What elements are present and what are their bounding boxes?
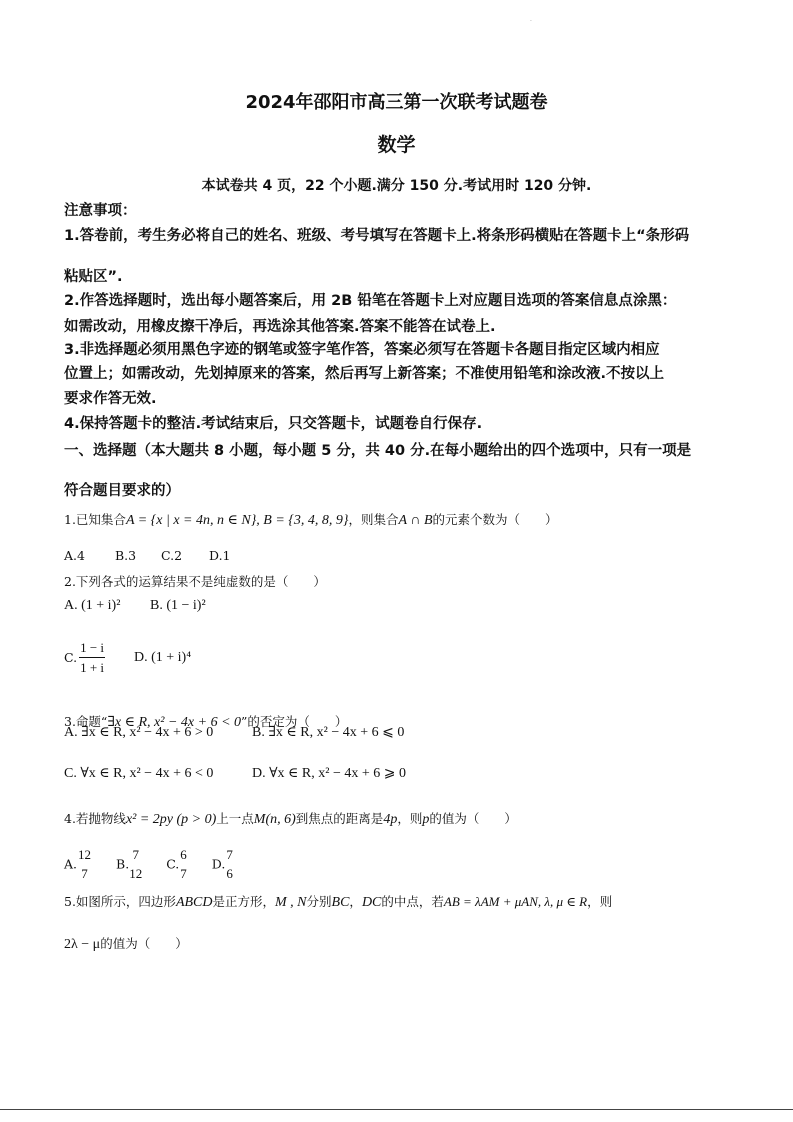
q4-prefix: 4.若抛物线 xyxy=(64,811,126,826)
note-2-line-2: 如需改动，用橡皮擦干净后，再选涂其他答案.答案不能答在试卷上. xyxy=(64,319,496,335)
q5-prefix: 5.如图所示，四边形 xyxy=(64,894,176,909)
q3-option-a: A. ∃x ∈ R, x² − 4x + 6 > 0 xyxy=(64,725,214,740)
note-4: 4.保持答题卡的整洁.考试结束后，只交答题卡，试题卷自行保存. xyxy=(64,416,483,432)
q5-midpoints: M , N xyxy=(275,895,307,910)
q4-point: M(n, 6) xyxy=(253,812,296,827)
q4-options xyxy=(64,845,234,883)
q1-option-d: D.1 xyxy=(209,548,231,563)
exam-info: 本试卷共 4 页，22 个小题.满分 150 分.考试用时 120 分钟. xyxy=(201,178,592,194)
question-5-line-2 xyxy=(64,934,188,953)
question-5 xyxy=(64,892,612,911)
q2-option-c-denominator: 1 + i xyxy=(80,660,105,675)
q4-option-a-numerator: 12 xyxy=(78,847,92,862)
subject-title: 数学 xyxy=(377,134,416,156)
q4-curve: x² = 2py (p > 0) xyxy=(125,812,217,827)
q3-proposition: ∃x ∈ R, x² − 4x + 6 < 0 xyxy=(107,715,242,730)
q1-option-c: C.2 xyxy=(161,548,183,563)
notes-heading: 注意事项： xyxy=(64,203,137,219)
corner-mark: · xyxy=(530,18,532,25)
q3-option-c: C. ∀x ∈ R, x² − 4x + 6 < 0 xyxy=(64,766,214,781)
q3-option-b: B. ∃x ∈ R, x² − 4x + 6 ⩽ 0 xyxy=(252,725,405,740)
q5-side-bc: BC xyxy=(331,895,350,910)
note-3-line-1: 3.非选择题必须用黑色字迹的钢笔或签字笔作答，答案必须写在答题卡各题目指定区域内相应 xyxy=(64,342,660,358)
q4-variable: p xyxy=(422,812,430,827)
question-2: 2.下列各式的运算结果不是纯虚数的是（ ） xyxy=(64,574,326,589)
q4-suffix: 的值为（ ） xyxy=(429,811,517,826)
q1-op: A ∩ B xyxy=(398,513,433,528)
q1-options xyxy=(64,548,231,563)
q4-option-c-label: C. xyxy=(166,856,180,872)
q3-prefix: 3.命题“ xyxy=(64,714,108,729)
q2-option-c-label: C. xyxy=(64,650,78,665)
note-1-line-1: 1.答卷前，考生务必将自己的姓名、班级、考号填写在答题卡上.将条形码横贴在答题卡上“条形码 xyxy=(64,228,690,244)
q2-option-c xyxy=(64,638,105,677)
q2-option-d: D. (1 + i)⁴ xyxy=(134,650,192,665)
q5-sep: ， xyxy=(349,894,362,909)
q1-mid: ，则集合 xyxy=(348,512,399,527)
q1-option-b: B.3 xyxy=(115,548,137,563)
q5-expression: 2λ − μ xyxy=(64,937,101,952)
q4-option-c-numerator: 6 xyxy=(180,847,187,862)
question-4 xyxy=(64,809,517,828)
section-heading-line-1: 一、选择题（本大题共 8 小题，每小题 5 分，共 40 分.在每小题给出的四个选项中，只有一项是 xyxy=(64,443,692,459)
q4-option-c-denominator: 7 xyxy=(180,866,187,881)
note-2-line-1: 2.作答选择题时，选出每小题答案后，用 2B 铅笔在答题卡上对应题目选项的答案信息点涂黑： xyxy=(64,293,677,309)
q4-mid3: ，则 xyxy=(397,811,423,826)
q5-mid2: 分别 xyxy=(306,894,332,909)
q5-mid3: 的中点，若 xyxy=(381,894,444,909)
q4-distance: 4p xyxy=(383,812,398,827)
q3-option-d: D. ∀x ∈ R, x² − 4x + 6 ⩾ 0 xyxy=(252,766,406,781)
q1-sets: A = {x | x = 4n, n ∈ N}, B = {3, 4, 8, 9} xyxy=(125,513,349,528)
question-1 xyxy=(64,510,558,529)
q4-option-d-label: D. xyxy=(211,856,226,872)
q5-side-dc: DC xyxy=(361,895,382,910)
note-1-line-2: 粘贴区”. xyxy=(64,269,123,285)
q4-option-d-denominator: 6 xyxy=(226,866,233,881)
q1-option-a: A.4 xyxy=(64,548,85,563)
note-3-line-2: 位置上；如需改动，先划掉原来的答案，然后再写上新答案；不准使用铅笔和涂改液.不按以上 xyxy=(64,366,665,382)
q4-mid2: 到焦点的距离是 xyxy=(295,811,384,826)
q4-option-b-label: B. xyxy=(116,856,130,872)
q4-option-b-denominator: 12 xyxy=(129,866,143,881)
section-heading-line-2: 符合题目要求的） xyxy=(64,483,180,499)
q4-option-a-denominator: 7 xyxy=(81,866,88,881)
q2-option-a: A. (1 + i)² xyxy=(64,598,121,613)
q4-option-d-numerator: 7 xyxy=(226,847,233,862)
q2-option-c-numerator: 1 − i xyxy=(79,638,105,658)
page-bottom-divider xyxy=(0,1109,793,1110)
exam-title: 2024年邵阳市高三第一次联考试题卷 xyxy=(245,92,548,113)
q4-option-b-numerator: 7 xyxy=(132,847,139,862)
q5-mid4: ，则 xyxy=(587,894,613,909)
note-3-line-3: 要求作答无效. xyxy=(64,391,157,407)
q4-mid: 上一点 xyxy=(216,811,254,826)
q4-option-a-label: A. xyxy=(64,856,78,872)
q5-suffix: 的值为（ ） xyxy=(100,936,188,951)
q1-prefix: 1.已知集合 xyxy=(64,512,126,527)
q5-shape: ABCD xyxy=(175,895,213,910)
q2-option-b: B. (1 − i)² xyxy=(150,598,206,613)
q5-vector-equation: AB = λAM + μAN, λ, μ ∈ R xyxy=(443,894,588,909)
q3-suffix: ”的否定为（ ） xyxy=(241,714,348,729)
q1-suffix: 的元素个数为（ ） xyxy=(432,512,558,527)
q5-mid: 是正方形， xyxy=(212,894,276,909)
